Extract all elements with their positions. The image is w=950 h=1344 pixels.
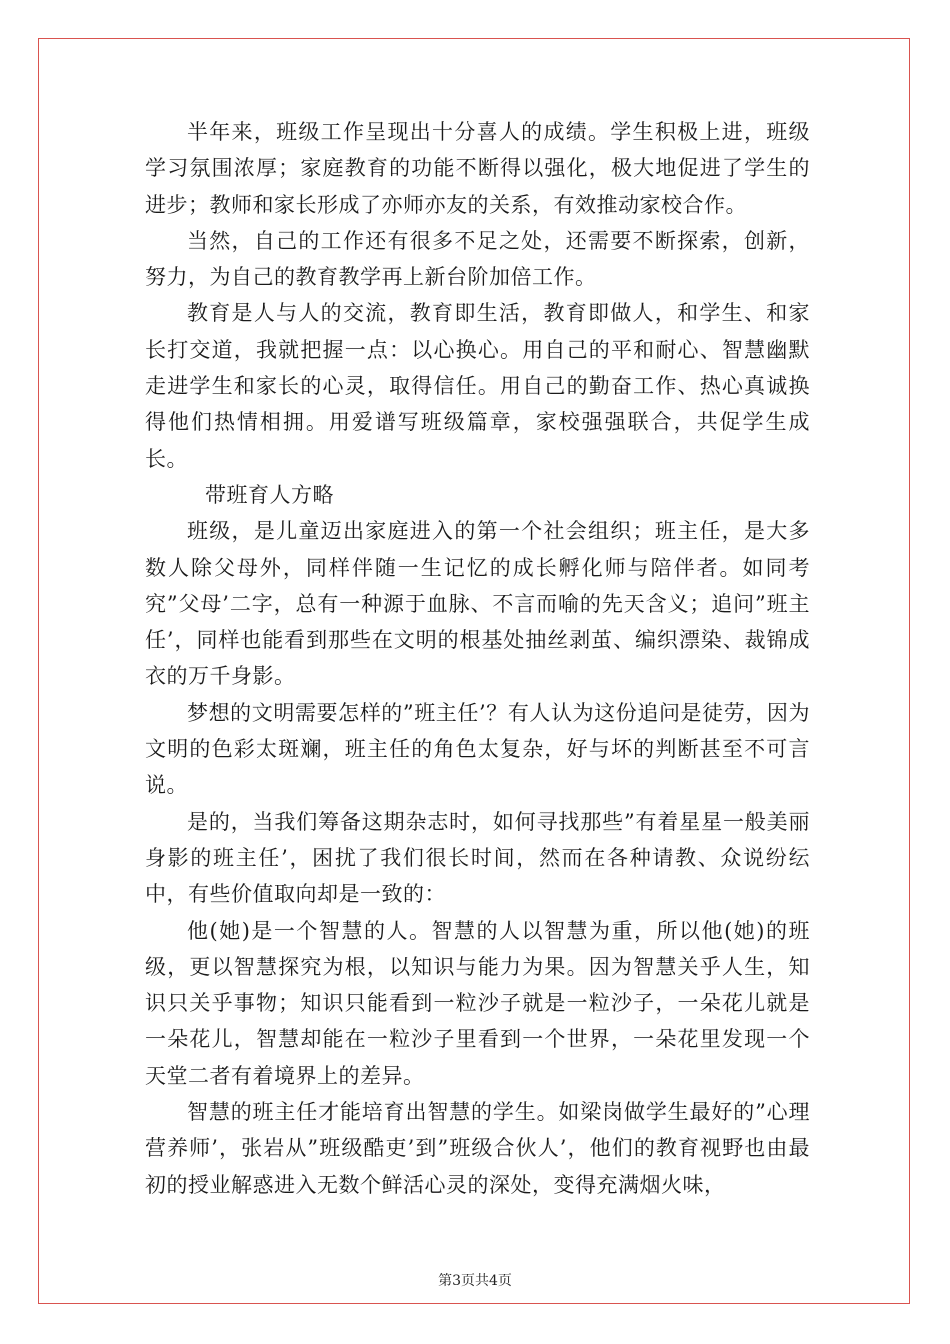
section-heading: 带班育人方略 — [205, 482, 334, 507]
paragraph: 他(她)是一个智慧的人。智慧的人以智慧为重，所以他(她)的班级，更以智慧探究为根，以知识与能力为果。因为智慧关乎人生，知识只关乎事物；知识只能看到一粒沙子就是一粒沙子，一朵花儿就是一朵花儿，智慧却能在一粒沙子里看到一个世界，一朵花里发现一个天堂二者有着境界上的差异。 — [145, 918, 810, 1088]
paragraph: 智慧的班主任才能培育出智慧的学生。如梁岗做学生最好的”心理营养师’，张岩从”班级酷吏’到”班级合伙人’，他们的教育视野也由最初的授业解惑进入无数个鲜活心灵的深处，变得充满烟火味， — [145, 1100, 810, 1197]
paragraph: 梦想的文明需要怎样的”班主任’？有人认为这份追问是徒劳，因为文明的色彩太斑斓，班主任的角色太复杂，好与坏的判断甚至不可言说。 — [145, 700, 810, 798]
paragraph: 教育是人与人的交流，教育即生活，教育即做人，和学生、和家长打交道，我就把握一点：以心换心。用自己的平和耐心、智慧幽默走进学生和家长的心灵，取得信任。用自己的勤奋工作、热心真诚换得他们热情相拥。用爱谱写班级篇章，家校强强联合，共促学生成长。 — [145, 301, 810, 471]
paragraph: 半年来，班级工作呈现出十分喜人的成绩。学生积极上进，班级学习氛围浓厚；家庭教育的功能不断得以强化，极大地促进了学生的进步；教师和家长形成了亦师亦友的关系，有效推动家校合作。 — [145, 120, 810, 217]
paragraph: 是的，当我们筹备这期杂志时，如何寻找那些”有着星星一般美丽身影的班主任’，困扰了我们很长时间，然而在各种请教、众说纷纭中，有些价值取向却是一致的： — [145, 809, 810, 907]
page-number-footer: 第3页共4页 — [438, 1273, 512, 1289]
paragraph: 班级，是儿童迈出家庭进入的第一个社会组织；班主任，是大多数人除父母外，同样伴随一生记忆的成长孵化师与陪伴者。如同考究”父母’二字，总有一种源于血脉、不言而喻的先天含义；追问”班主任’，同样也能看到那些在文明的根基处抽丝剥茧、编织漂染、裁锦成衣的万千身影。 — [145, 519, 810, 689]
document-body — [145, 114, 810, 1203]
paragraph: 当然，自己的工作还有很多不足之处，还需要不断探索，创新，努力，为自己的教育教学再上新台阶加倍工作。 — [145, 228, 810, 290]
